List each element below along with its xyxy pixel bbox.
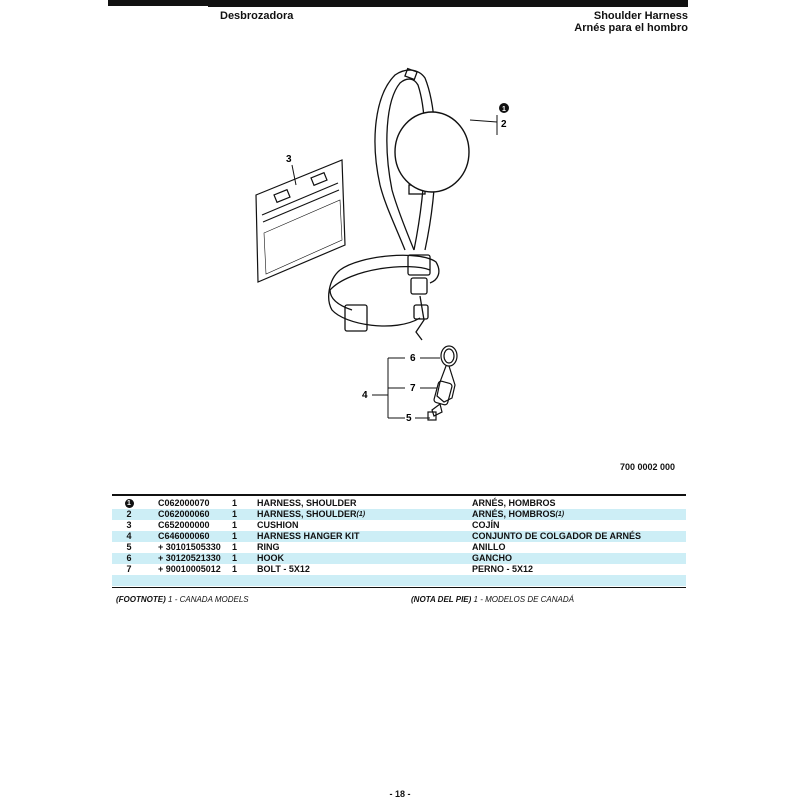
row-desc-es: ARNÉS, HOMBROS	[472, 498, 556, 508]
row-desc-es: ANILLO	[472, 542, 506, 552]
instruction-card-drawing	[256, 160, 345, 282]
footnote-es-label: (NOTA DEL PIE)	[411, 595, 472, 604]
table-row	[112, 498, 686, 509]
footnote-es-text: 1 - MODELOS DE CANADÁ	[473, 595, 574, 604]
row-part-number: C062000060	[158, 509, 210, 519]
row-desc-en: HOOK	[257, 553, 284, 563]
row-footnote-ref: (1)	[555, 511, 565, 518]
row-desc-es: CONJUNTO DE COLGADOR DE ARNÉS	[472, 531, 642, 541]
row-desc-es: COJÍN	[472, 520, 500, 530]
callout-5-7-leaders	[415, 358, 440, 418]
table-row	[112, 553, 686, 564]
row-qty: 1	[232, 520, 238, 530]
hanger-kit-drawing	[428, 346, 457, 420]
callout-4-bracket	[372, 358, 405, 418]
row-footnote-ref: (1)	[356, 511, 366, 518]
row-desc-en: HARNESS HANGER KIT	[257, 531, 360, 541]
parts-table	[112, 498, 686, 586]
callout-3-label: 3	[286, 154, 292, 165]
row-key: 2	[126, 509, 132, 519]
cushion-pad-drawing	[395, 112, 469, 192]
table-row	[112, 531, 686, 542]
title-english: Shoulder Harness	[593, 10, 688, 22]
table-row	[112, 509, 686, 520]
shoulder-harness-drawing	[329, 69, 439, 340]
row-desc-en: CUSHION	[257, 520, 299, 530]
row-part-number: + 30120521330	[158, 553, 221, 563]
footnote-en-label: (FOOTNOTE)	[116, 595, 166, 604]
row-desc-en: HARNESS, SHOULDER	[257, 498, 357, 508]
callout-6-label: 6	[410, 353, 416, 364]
row-qty: 1	[232, 542, 238, 552]
callout-2-label: 2	[501, 119, 507, 130]
row-desc-es: GANCHO	[472, 553, 512, 563]
row-qty: 1	[232, 564, 238, 574]
page-number: - 18 -	[389, 789, 411, 799]
callout-7-label: 7	[410, 383, 416, 394]
filled-circle-key-icon: 1	[125, 499, 134, 508]
row-key	[112, 498, 146, 509]
row-desc-en-text: HARNESS, SHOULDER	[257, 509, 357, 519]
row-qty: 1	[232, 553, 238, 563]
row-desc-en: BOLT - 5X12	[257, 564, 310, 574]
row-part-number: + 90010005012	[158, 564, 221, 574]
table-top-rule	[112, 494, 686, 496]
row-key: 3	[126, 520, 132, 530]
callout-1-2-leader	[470, 115, 497, 135]
row-key: 7	[126, 564, 132, 574]
table-row	[112, 564, 686, 575]
row-desc-en: RING	[257, 542, 280, 552]
row-key: 5	[126, 542, 132, 552]
table-row	[112, 520, 686, 531]
row-qty: 1	[232, 509, 238, 519]
table-row-empty	[112, 575, 686, 586]
drawing-number: 700 0002 000	[620, 462, 676, 472]
row-part-number: C646000060	[158, 531, 210, 541]
section-title: Desbrozadora	[220, 10, 294, 22]
row-part-number: + 30101505330	[158, 542, 221, 552]
table-row	[112, 542, 686, 553]
footnote-en-text: 1 - CANADA MODELS	[168, 595, 249, 604]
row-part-number: C652000000	[158, 520, 210, 530]
callout-1-label: 1	[502, 106, 506, 113]
row-desc-es	[472, 509, 682, 520]
row-qty: 1	[232, 498, 238, 508]
footnote-spanish	[411, 595, 574, 604]
table-bottom-rule	[112, 587, 686, 588]
row-desc-en	[257, 509, 457, 520]
callout-4-label: 4	[362, 390, 368, 401]
row-key: 6	[126, 553, 132, 563]
row-desc-es-text: ARNÉS, HOMBROS	[472, 509, 556, 519]
row-part-number: C062000070	[158, 498, 210, 508]
title-spanish: Arnés para el hombro	[574, 22, 688, 34]
footnote-english	[116, 595, 249, 604]
row-desc-es: PERNO - 5X12	[472, 564, 534, 574]
row-qty: 1	[232, 531, 238, 541]
callout-5-label: 5	[406, 413, 412, 424]
row-key: 4	[126, 531, 132, 541]
